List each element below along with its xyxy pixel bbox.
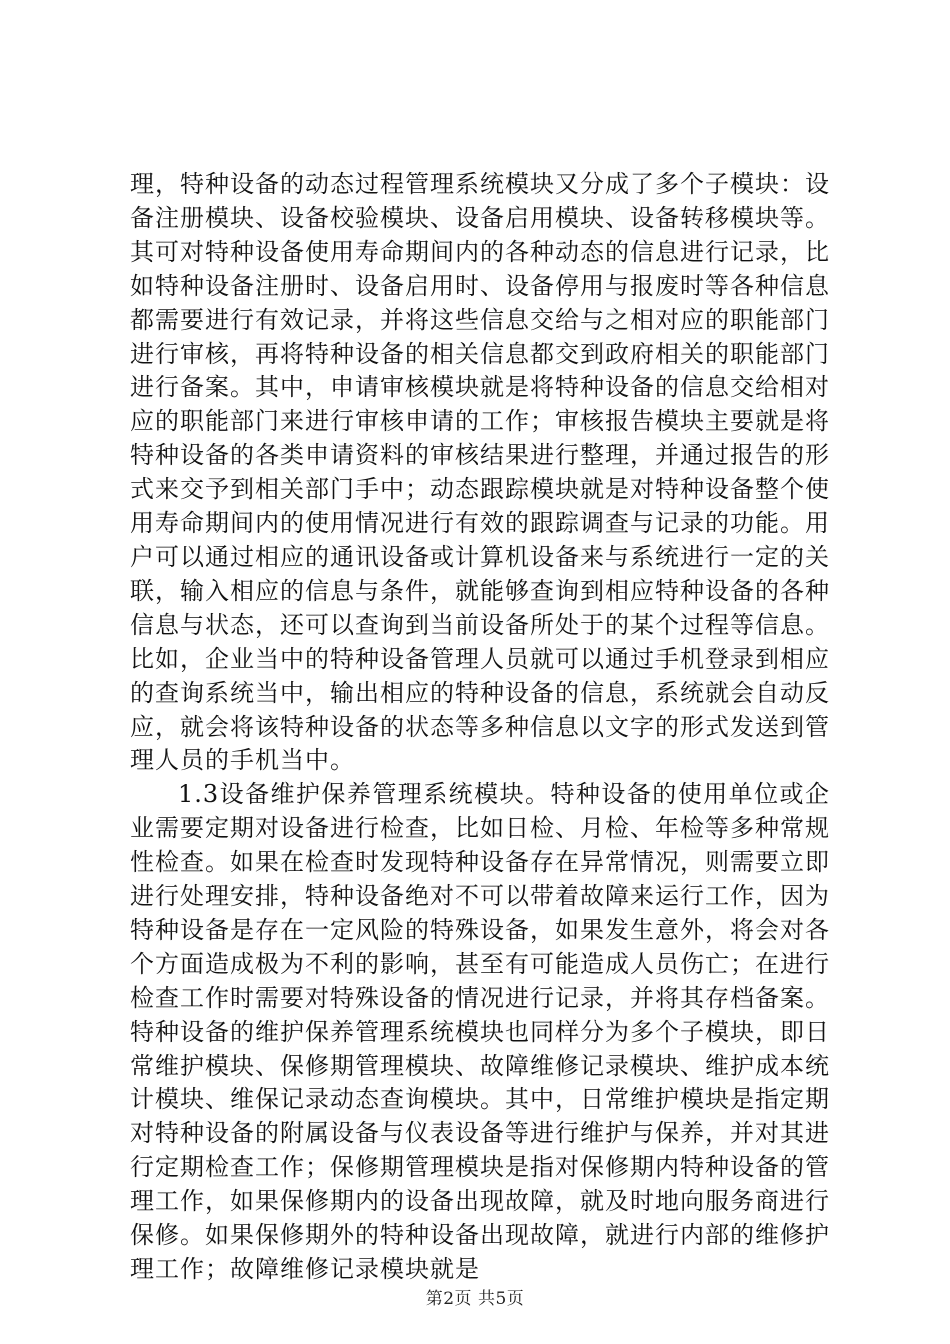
body-paragraph-1: 理，特种设备的动态过程管理系统模块又分成了多个子模块：设备注册模块、设备校验模块、设备启用模块、设备转移模块等。其可对特种设备使用寿命期间内的各种动态的信息进行记录，比如特种设备注册时、设备启用时、设备停用与报废时等各种信息都需要进行有效记录，并将这些信息交给与之相对应的职能部门进行审核，再将特种设备的相关信息都交到政府相关的职能部门进行备案。其中，申请审核模块就是将特种设备的信息交给相对应的职能部门来进行审核申请的工作；审核报告模块主要就是将特种设备的各类申请资料的审核结果进行整理，并通过报告的形式来交予到相关部门手中；动态跟踪模块就是对特种设备整个使用寿命期间内的使用情况进行有效的跟踪调查与记录的功能。用户可以通过相应的通讯设备或计算机设备来与系统进行一定的关联，输入相应的信息与条件，就能够查询到相应特种设备的各种信息与状态，还可以查询到当前设备所处于的某个过程等信息。比如，企业当中的特种设备管理人员就可以通过手机登录到相应的查询系统当中，输出相应的特种设备的信息，系统就会自动反应，就会将该特种设备的状态等多种信息以文字的形式发送到管理人员的手机当中。: [130, 170, 830, 775]
document-body: [130, 168, 830, 1287]
page-number-footer: 第2页 共5页: [425, 1289, 525, 1309]
body-paragraph-2: 1.3设备维护保养管理系统模块。特种设备的使用单位或企业需要定期对设备进行检查，比如日检、月检、年检等多种常规性检查。如果在检查时发现特种设备存在异常情况，则需要立即进行处理安排，特种设备绝对不可以带着故障来运行工作，因为特种设备是存在一定风险的特殊设备，如果发生意外，将会对各个方面造成极为不利的影响，甚至有可能造成人员伤亡；在进行检查工作时需要对特殊设备的情况进行记录，并将其存档备案。特种设备的维护保养管理系统模块也同样分为多个子模块，即日常维护模块、保修期管理模块、故障维修记录模块、维护成本统计模块、维保记录动态查询模块。其中，日常维护模块是指定期对特种设备的附属设备与仪表设备等进行维护与保养，并对其进行定期检查工作；保修期管理模块是指对保修期内特种设备的管理工作，如果保修期内的设备出现故障，就及时地向服务商进行保修。如果保修期外的特种设备出现故障，就进行内部的维修护理工作；故障维修记录模块就是: [130, 780, 830, 1283]
